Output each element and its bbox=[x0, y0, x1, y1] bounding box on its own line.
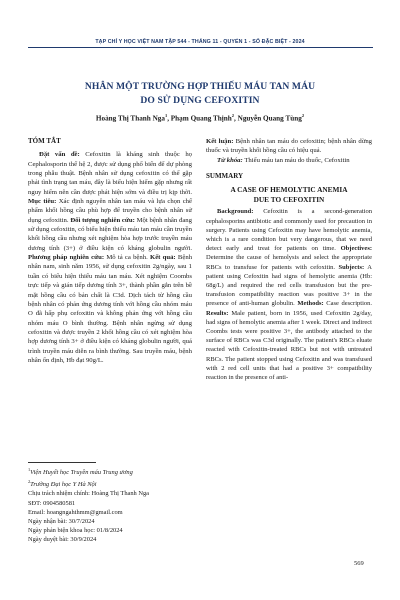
summary-heading: SUMMARY bbox=[206, 172, 244, 181]
abstract-label-conclusion: Kết luận: bbox=[206, 138, 234, 145]
author-list bbox=[30, 113, 370, 122]
footnote-affiliation-1 bbox=[28, 465, 198, 477]
footnote-review: Ngày phản biện khoa học: 01/8/2024 bbox=[28, 526, 123, 534]
footnote-received: Ngày nhận bài: 30/7/2024 bbox=[28, 517, 95, 525]
abstract-label-background: Đặt vấn đề: bbox=[39, 151, 80, 159]
author-name: Hoàng Thị Thanh Nga bbox=[95, 114, 165, 123]
abstract-label-objective: Mục tiêu: bbox=[28, 198, 57, 206]
abstract-label-subjects: Đối tượng nghiên cứu: bbox=[70, 216, 135, 224]
summary-text-methods: Case description. bbox=[326, 300, 372, 308]
abstract-text-results: Bệnh nhân nam, sinh năm 1956, sử dụng cefoxitin 2g/ngày, sau 1 tuần có biểu hiện thiếu máu tan máu. Xét nghiệm Coombs trực tiếp và gián tiếp dương tính 3+, thành phần gắn trên bề mặt hồng cầu có bản chất là C3d. Dịch tách từ hồng cầu bệnh nhân có phản ứng dương tính với hồng cầu nhóm máu O đã hấp phụ cefoxitin và không phản ứng với hồng cầu nhóm máu O bình thường. Bệnh nhân ngừng sử dụng cefoxitin và được truyền 2 khối hồng cầu có xét nghiệm hòa hợp dương tính 3+ ở điều kiện có kháng globulin người, quá trình truyền máu diễn ra bình thường. Sau truyền máu, bệnh nhân ổn định, Hb đạt 90g/L. bbox=[28, 254, 193, 364]
journal-header: TẠP CHÍ Y HỌC VIỆT NAM TẬP 544 - THÁNG 11 - QUYỂN 1 - SỐ ĐẶC BIỆT - 2024 bbox=[95, 39, 305, 45]
summary-label-results: Results: bbox=[206, 309, 229, 317]
right-column bbox=[206, 137, 372, 382]
abstract-text-background: Cefoxitin là kháng sinh thuộc họ Cephalosporin thế hệ 2, được sử dụng phổ biến để dự phòng trong phẫu thuật. Bệnh nhân sử dụng cefoxitin có thể gặp phải tình trạng tan máu, đây là biểu hiện hiếm gặp nhưng rất nguy hiểm nên cần được phát hiện sớm và điều trị kịp thời. bbox=[28, 151, 193, 196]
abstract-paragraph bbox=[28, 150, 192, 365]
summary-text-results: Male patient, born in 1956, used Cefoxitin 2g/day, had signs of hemolytic anemia after 1 week. Direct and indirect Coombs tests were positive 3+, the antibody attached to the surface of RBCs was C3d originally. The patient's RBCs eluate reacted with Cefoxitin-treated RBCs but not with untreated RBCs. The patient stopped using Cefoxitin and was transfused with 2 red cell units that had a positive 3+ compatibility reaction in the presence of anti- bbox=[206, 309, 373, 382]
footnote-affiliation-2 bbox=[28, 477, 198, 489]
article-title-line2: DO SỬ DỤNG CEFOXITIN bbox=[140, 95, 260, 106]
affiliation-text: Trường Đại học Y Hà Nội bbox=[30, 481, 97, 489]
abstract-text-conclusion: Bệnh nhân tan máu do cefoxitin; bệnh nhân dừng thuốc và truyền khối hồng cầu có hiệu quả. bbox=[206, 138, 373, 155]
summary-text-subjects: A patient using Cefoxitin had signs of hemolytic anemia (Hb: 68g/L) and required the red cells transfusion but the pre-transfusion compatibility reaction was positive 3+ in the presence of anti-human globulin. bbox=[206, 263, 372, 308]
summary-text-background: Cefoxitin is a second-generation cephalosporins antibiotic and commonly used for precaution in surgery. Patients using Cefoxitin may have hemolytic anemia, which is a rare condition but very dangerous, that we need detect early and treat for patients on time. bbox=[206, 208, 373, 253]
author-name: Phạm Quang Thịnh bbox=[170, 114, 232, 123]
author-name: Nguyễn Quang Tùng bbox=[237, 114, 302, 123]
abstract-continuation bbox=[206, 137, 372, 156]
summary-label-methods: Methods: bbox=[297, 300, 324, 308]
footnote-responsible: Chịu trách nhiệm chính: Hoàng Thị Thanh Nga bbox=[28, 490, 149, 498]
summary-label-subjects: Subjects: bbox=[338, 263, 365, 271]
keywords-text: Thiếu máu tan máu do thuốc, Cefoxitin bbox=[244, 156, 350, 164]
keywords-line bbox=[206, 156, 372, 165]
affiliation-mark: 2 bbox=[28, 479, 31, 485]
abstract-text-methods: Mô tả ca bệnh. bbox=[106, 254, 148, 262]
abstract-heading: TÓM TẮT bbox=[28, 137, 61, 145]
abstract-text-objective: Xác định nguyên nhân tan máu và lựa chọn chế phẩm khối hồng cầu phù hợp để truyền cho bệnh nhân sử dụng cefoxitin. bbox=[28, 198, 192, 224]
footnote-accepted: Ngày duyệt bài: 30/9/2024 bbox=[28, 535, 97, 543]
abstract-text-subjects: Một bệnh nhân đang sử dụng cefoxitin, có biểu hiện thiếu máu tan máu cần truyền khối hồng cầu nhưng xét nghiệm hòa hợp trước truyền máu dương tính (3+) ở điều kiện có kháng globulin người. bbox=[28, 216, 192, 252]
article-title-line1: NHÂN MỘT TRƯỜNG HỢP THIẾU MÁU TAN MÁU bbox=[84, 81, 316, 92]
author-affiliation-mark: 1 bbox=[164, 113, 168, 118]
summary-label-objectives: Objectives: bbox=[340, 245, 373, 253]
author-separator: , bbox=[234, 114, 238, 123]
summary-label-background: Background: bbox=[217, 208, 254, 216]
footnote-email: Email: hoangngahthmm@gmail.com bbox=[28, 508, 123, 516]
summary-paragraph bbox=[206, 207, 372, 382]
affiliation-mark: 1 bbox=[28, 467, 31, 472]
page-number: 569 bbox=[354, 560, 364, 567]
summary-title-line2: DUE TO CEFOXITIN bbox=[253, 195, 325, 205]
footnote-phone: SĐT: 0904580581 bbox=[28, 499, 76, 507]
footnotes bbox=[28, 465, 198, 544]
footnote-divider bbox=[28, 462, 96, 463]
author-separator: , bbox=[167, 114, 171, 123]
abstract-vietnamese bbox=[28, 137, 192, 365]
header-divider bbox=[28, 47, 373, 48]
author-affiliation-mark: 2 bbox=[301, 113, 305, 118]
affiliation-text: Viện Huyết học Truyền máu Trung ương bbox=[30, 469, 133, 477]
abstract-label-methods: Phương pháp nghiên cứu: bbox=[28, 254, 105, 262]
author-affiliation-mark: 2 bbox=[231, 113, 235, 118]
abstract-label-results: Kết quả: bbox=[150, 254, 176, 262]
keywords-label: Từ khóa: bbox=[217, 156, 243, 164]
summary-text-objectives: Determine the cause of hemolysis and select the appropriate RBCs to transfuse for patients with cefoxitin. bbox=[206, 254, 372, 271]
summary-title-line1: A CASE OF HEMOLYTIC ANEMIA bbox=[230, 185, 348, 195]
